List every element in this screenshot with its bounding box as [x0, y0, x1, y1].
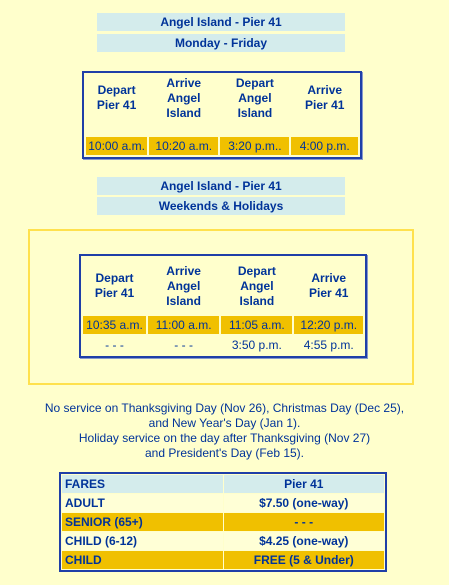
note-line: Holiday service on the day after Thanksgiving (Nov 27)	[78, 431, 371, 445]
time-cell: - - -	[174, 338, 193, 352]
fare-category: CHILD	[62, 551, 223, 569]
col-depart-angel-island: Depart Angel Island	[237, 263, 276, 308]
weekend-days-label: Weekends & Holidays	[97, 197, 345, 215]
fare-price: - - -	[224, 513, 385, 531]
time-cell: 10:00 a.m.	[86, 137, 147, 155]
fare-category: SENIOR (65+)	[62, 513, 223, 531]
fare-category: CHILD (6-12)	[62, 532, 223, 550]
time-cell: 12:20 p.m.	[294, 316, 363, 334]
fares-location-header: Pier 41	[224, 475, 385, 493]
col-arrive-angel-island: Arrive Angel Island	[166, 75, 202, 120]
col-arrive-angel-island: Arrive Angel Island	[166, 263, 201, 308]
fare-row	[62, 551, 384, 569]
weekday-header-row	[86, 75, 358, 121]
fare-row	[62, 513, 384, 531]
col-depart-pier41: Depart Pier 41	[96, 83, 137, 112]
weekend-header-row	[83, 258, 363, 314]
time-cell: 10:35 a.m.	[83, 316, 146, 334]
weekend-schedule-table	[79, 254, 367, 358]
weekend-route-title: Angel Island - Pier 41	[97, 177, 345, 195]
time-cell: 11:05 a.m.	[221, 316, 292, 334]
time-cell: 4:55 p.m.	[303, 338, 354, 352]
fare-price: $4.25 (one-way)	[224, 532, 385, 550]
note-line: and President's Day (Feb 15).	[144, 446, 305, 460]
fares-table	[59, 472, 387, 572]
weekend-schedule-row	[83, 316, 363, 334]
time-cell: 11:00 a.m.	[148, 316, 219, 334]
weekday-days-label: Monday - Friday	[97, 34, 345, 52]
fares-label-header: FARES	[62, 475, 223, 493]
weekday-route-title: Angel Island - Pier 41	[97, 13, 345, 31]
note-line: No service on Thanksgiving Day (Nov 26), Christmas Day (Dec 25),	[44, 401, 405, 415]
col-arrive-pier41: Arrive Pier 41	[305, 83, 345, 112]
time-cell: 10:20 a.m.	[149, 137, 218, 155]
time-cell: 4:00 p.m.	[291, 137, 358, 155]
fare-price: FREE (5 & Under)	[224, 551, 385, 569]
time-cell: - - -	[105, 338, 124, 352]
col-depart-angel-island: Depart Angel Island	[235, 75, 274, 120]
fare-category: ADULT	[62, 494, 223, 512]
col-arrive-pier41: Arrive Pier 41	[309, 271, 349, 300]
time-cell: 3:50 p.m.	[231, 338, 282, 352]
fare-row	[62, 494, 384, 512]
col-depart-pier41: Depart Pier 41	[94, 271, 135, 300]
fares-header-row	[62, 475, 384, 493]
weekday-schedule-table	[82, 71, 362, 159]
fare-row	[62, 532, 384, 550]
service-note	[0, 401, 449, 461]
weekday-schedule-row	[86, 137, 358, 155]
weekend-schedule-row	[83, 336, 363, 354]
time-cell: 3:20 p.m..	[220, 137, 289, 155]
fare-price: $7.50 (one-way)	[224, 494, 385, 512]
note-line: and New Year's Day (Jan 1).	[148, 416, 301, 430]
